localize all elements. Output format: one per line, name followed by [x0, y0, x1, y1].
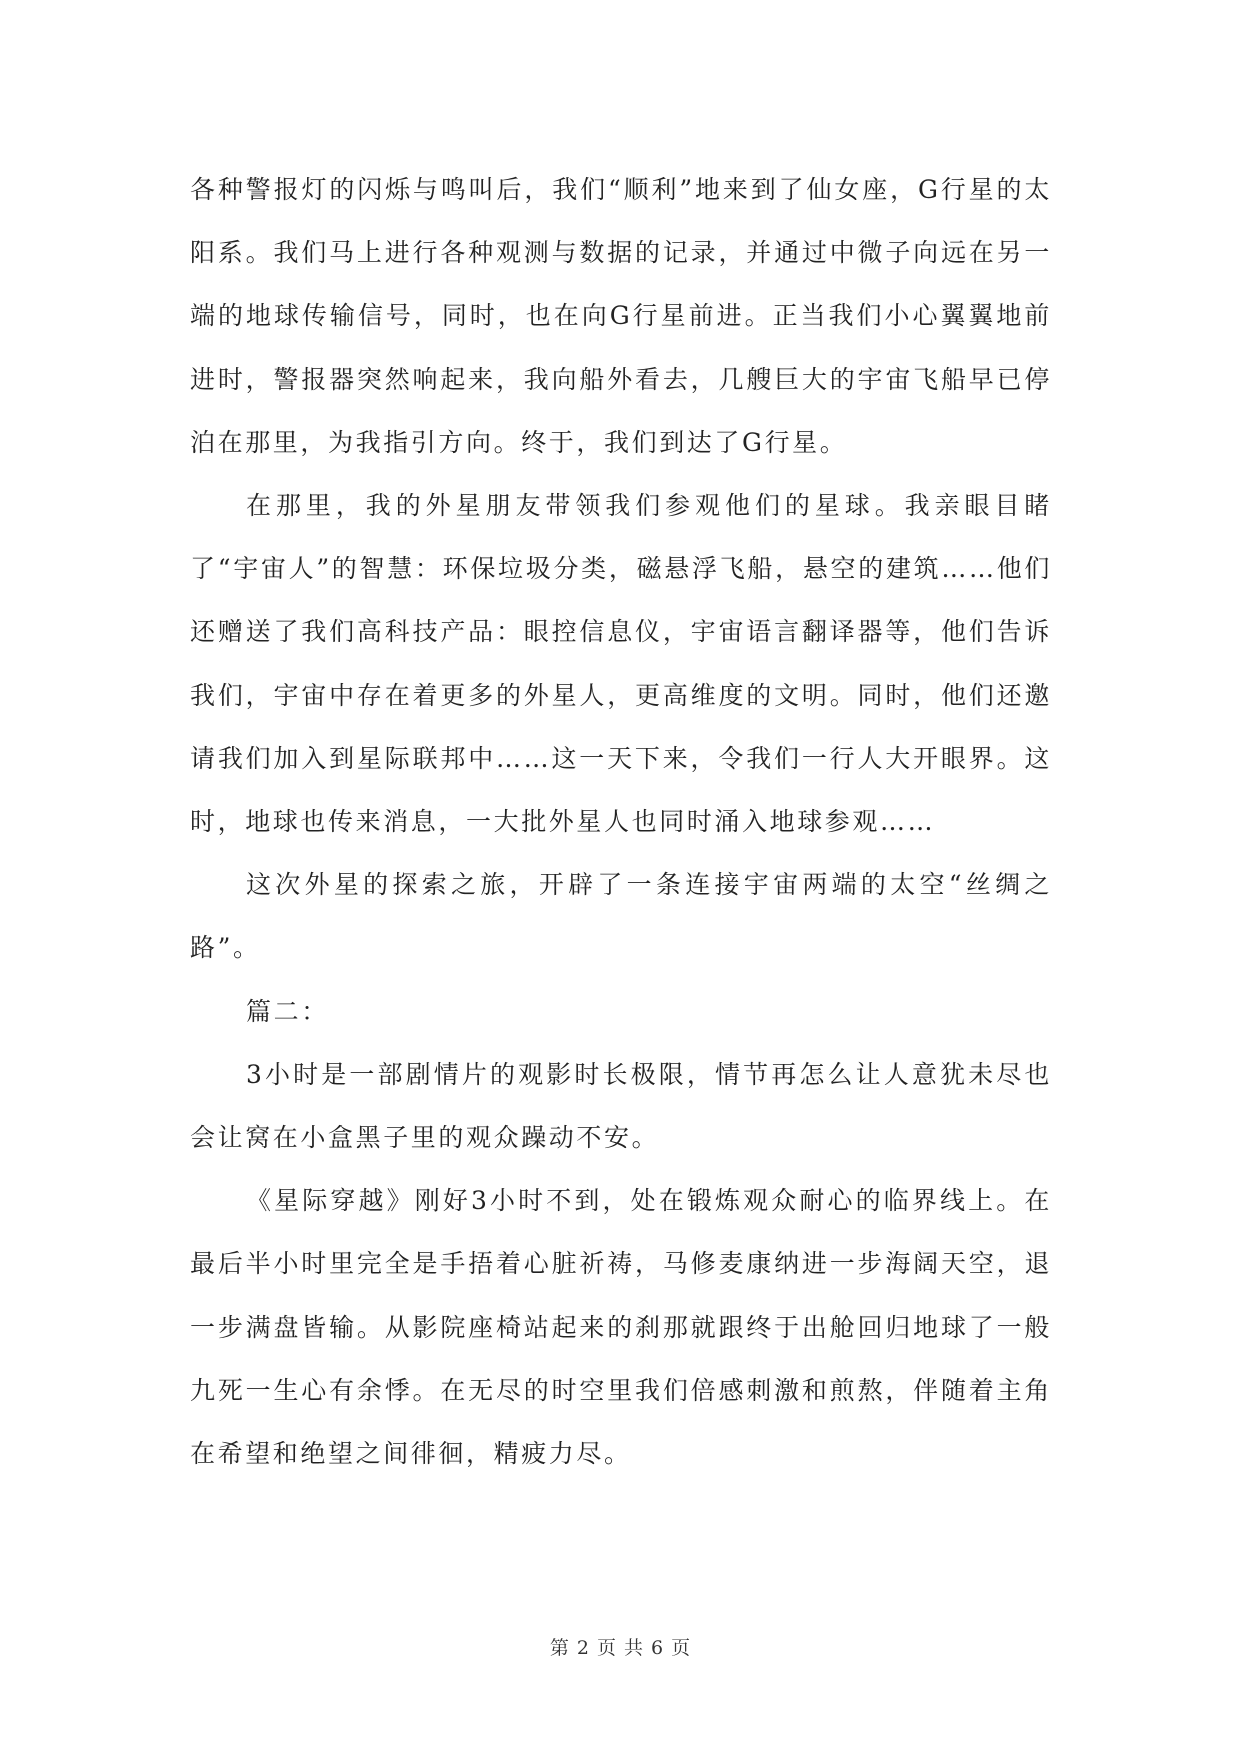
page-footer: 第 2 页 共 6 页 — [549, 1637, 692, 1659]
paragraph-2: 在那里，我的外星朋友带领我们参观他们的星球。我亲眼目睹了“宇宙人”的智慧：环保垃圾分类，磁悬浮飞船，悬空的建筑……他们还赠送了我们高科技产品：眼控信息仪，宇宙语言翻译器等，他们告诉我们，宇宙中存在着更多的外星人，更高维度的文明。同时，他们还邀请我们加入到星际联邦中……这一天下来，令我们一行人大开眼界。这时，地球也传来消息，一大批外星人也同时涌入地球参观…… — [190, 491, 1052, 837]
section-heading: 篇二： — [246, 996, 329, 1026]
body-text — [190, 158, 1052, 1485]
paragraph-1: 各种警报灯的闪烁与鸣叫后，我们“顺利”地来到了仙女座，G行星的太阳系。我们马上进行各种观测与数据的记录，并通过中微子向远在另一端的地球传输信号，同时，也在向G行星前进。正当我们小心翼翼地前进时，警报器突然响起来，我向船外看去，几艘巨大的宇宙飞船早已停泊在那里，为我指引方向。终于，我们到达了G行星。 — [190, 175, 1052, 457]
paragraph-4: 3小时是一部剧情片的观影时长极限，情节再怎么让人意犹未尽也会让窝在小盒黑子里的观众躁动不安。 — [190, 1059, 1052, 1153]
paragraph-5: 《星际穿越》刚好3小时不到，处在锻炼观众耐心的临界线上。在最后半小时里完全是手捂着心脏祈祷，马修麦康纳进一步海阔天空，退一步满盘皆输。从影院座椅站起来的刹那就跟终于出舱回归地球了一般九死一生心有余悸。在无尽的时空里我们倍感刺激和煎熬，伴随着主角在希望和绝望之间徘徊，精疲力尽。 — [190, 1186, 1052, 1469]
paragraph-3: 这次外星的探索之旅，开辟了一条连接宇宙两端的太空“丝绸之路”。 — [190, 870, 1052, 963]
